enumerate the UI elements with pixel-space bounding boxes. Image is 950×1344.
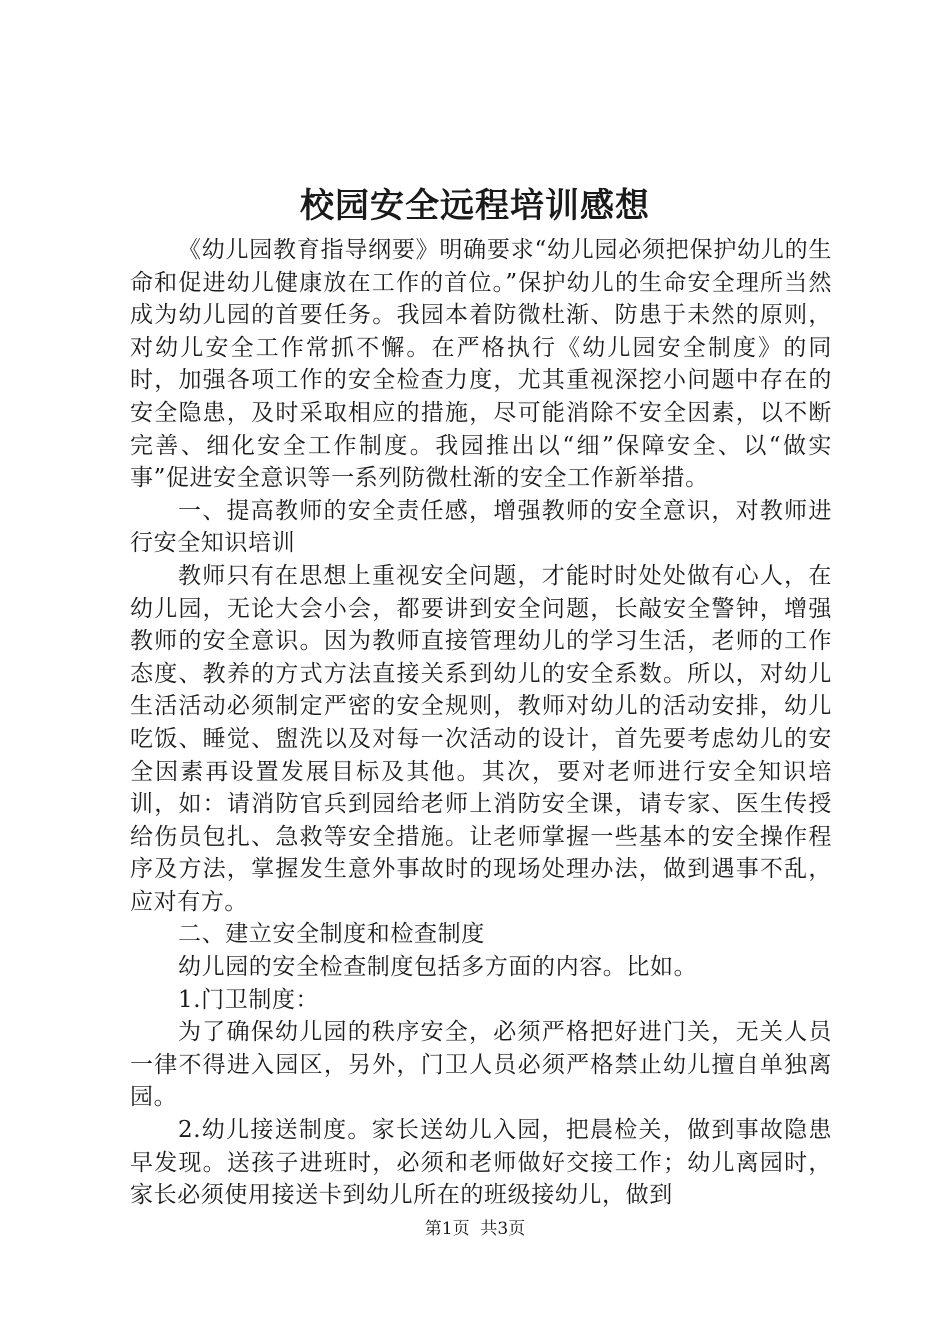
page-footer [0, 1217, 950, 1241]
body-paragraph: 教师只有在思想上重视安全问题，才能时时处处做有心人，在幼儿园，无论大会小会，都要讲到安全问题，长敲安全警钟，增强教师的安全意识。因为教师直接管理幼儿的学习生活，老师的工作态度、教养的方式方法直接关系到幼儿的安全系数。所以，对幼儿生活活动必须制定严密的安全规则，教师对幼儿的活动安排，幼儿吃饭、睡觉、盥洗以及对每一次活动的设计，首先要考虑幼儿的安全因素再设置发展目标及其他。其次，要对老师进行安全知识培训，如：请消防官兵到园给老师上消防安全课，请专家、医生传授给伤员包扎、急救等安全措施。让老师掌握一些基本的安全操作程序及方法，掌握发生意外事故时的现场处理办法，做到遇事不乱，应对有方。 [130, 562, 832, 915]
document-body [130, 234, 832, 1212]
body-paragraph: 2.幼儿接送制度。家长送幼儿入园，把晨检关，做到事故隐患早发现。送孩子进班时，必须和老师做好交接工作；幼儿离园时，家长必须使用接送卡到幼儿所在的班级接幼儿，做到 [130, 1117, 832, 1209]
body-paragraph: 幼儿园的安全检查制度包括多方面的内容。比如。 [178, 954, 698, 981]
document-title: 校园安全远程培训感想 [300, 186, 650, 226]
section-heading: 一、提高教师的安全责任感，增强教师的安全意识，对教师进行安全知识培训 [130, 497, 832, 557]
page-number: 第1页 共3页 [424, 1219, 526, 1239]
list-item-heading: 1.门卫制度： [178, 986, 320, 1013]
body-paragraph: 为了确保幼儿园的秩序安全，必须严格把好进门关，无关人员一律不得进入园区，另外，门卫人员必须严格禁止幼儿擅自单独离园。 [130, 1019, 832, 1111]
section-heading: 二、建立安全制度和检查制度 [178, 921, 485, 948]
body-paragraph: 《幼儿园教育指导纲要》明确要求“幼儿园必须把保护幼儿的生命和促进幼儿健康放在工作的首位。”保护幼儿的生命安全理所当然成为幼儿园的首要任务。我园本着防微杜渐、防患于未然的原则，对幼儿安全工作常抓不懈。在严格执行《幼儿园安全制度》的同时，加强各项工作的安全检查力度，尤其重视深挖小问题中存在的安全隐患，及时采取相应的措施，尽可能消除不安全因素，以不断完善、细化安全工作制度。我园推出以“细”保障安全、以“做实事”促进安全意识等一系列防微杜渐的安全工作新举措。 [130, 237, 832, 492]
